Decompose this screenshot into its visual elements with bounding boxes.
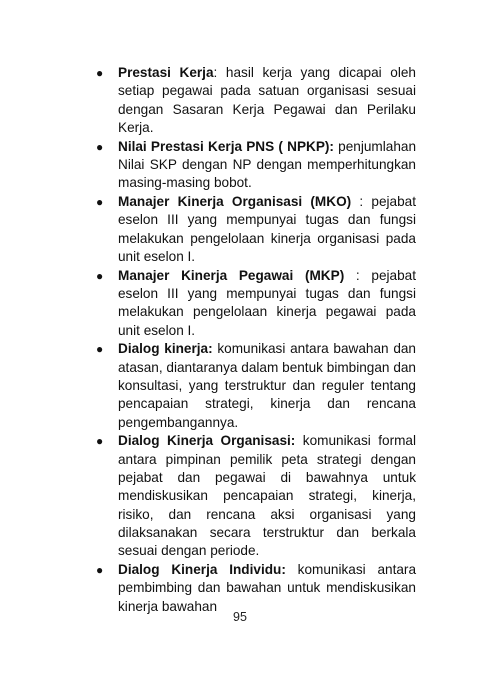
definition: komunikasi antara pembimbing dan bawahan untuk mendiskusikan kinerja bawahan bbox=[118, 562, 416, 614]
bullet-icon: ● bbox=[96, 195, 104, 210]
term: Manajer Kinerja Organisasi (MKO) bbox=[118, 194, 352, 210]
bullet-icon: ● bbox=[96, 563, 104, 578]
bullet-icon: ● bbox=[96, 434, 104, 449]
term: Dialog Kinerja Individu: bbox=[118, 562, 286, 578]
definition-item-npkp bbox=[96, 138, 416, 193]
term: Dialog kinerja: bbox=[118, 341, 213, 357]
definition-item-mko bbox=[96, 193, 416, 266]
bullet-icon: ● bbox=[96, 268, 104, 283]
definition-item-dialog-kinerja-organisasi bbox=[96, 432, 416, 560]
definition-list bbox=[96, 64, 416, 616]
definition: komunikasi formal antara pimpinan pemilik peta strategi dengan pejabat dan pegawai di bawahnya untuk mendiskusikan pencapaian strategi, kinerja, risiko, dan rencana aksi organisasi yang dilaksanakan secara terstruktur dan berkala sesuai dengan periode. bbox=[118, 433, 416, 559]
bullet-icon: ● bbox=[96, 66, 104, 80]
definition: : pejabat eselon III yang mempunyai tugas dan fungsi melakukan pengelolaan kinerja pegawai pada unit eselon I. bbox=[118, 267, 416, 338]
term: Dialog Kinerja Organisasi: bbox=[118, 433, 296, 449]
term: Manajer Kinerja Pegawai (MKP) bbox=[118, 267, 345, 283]
bullet-icon: ● bbox=[96, 139, 104, 154]
page-number: 95 bbox=[233, 610, 247, 624]
definition: komunikasi antara bawahan dan atasan, diantaranya dalam bentuk bimbingan dan konsultasi, yang terstruktur dan reguler tentang pencapaian strategi, kinerja dan rencana pengembangannya. bbox=[118, 341, 416, 430]
definition: : hasil kerja yang dicapai oleh setiap pegawai pada satuan organisasi sesuai dengan Sasaran Kerja Pegawai dan Perilaku Kerja. bbox=[118, 65, 416, 135]
term: Prestasi Kerja bbox=[118, 65, 214, 80]
definition-item-prestasi-kerja bbox=[96, 64, 416, 137]
definition: : pejabat eselon III yang mempunyai tugas dan fungsi melakukan pengelolaan kinerja organisasi pada unit eselon I. bbox=[118, 194, 416, 264]
definition-item-mkp bbox=[96, 267, 416, 340]
term: Nilai Prestasi Kerja PNS ( NPKP): bbox=[118, 138, 334, 154]
definition-item-dialog-kinerja bbox=[96, 340, 416, 431]
page-content bbox=[96, 64, 416, 616]
bullet-icon: ● bbox=[96, 342, 104, 357]
definition: penjumlahan Nilai SKP dengan NP dengan memperhitungkan masing-masing bobot. bbox=[118, 138, 417, 191]
definition-item-dialog-kinerja-individu bbox=[96, 561, 416, 616]
